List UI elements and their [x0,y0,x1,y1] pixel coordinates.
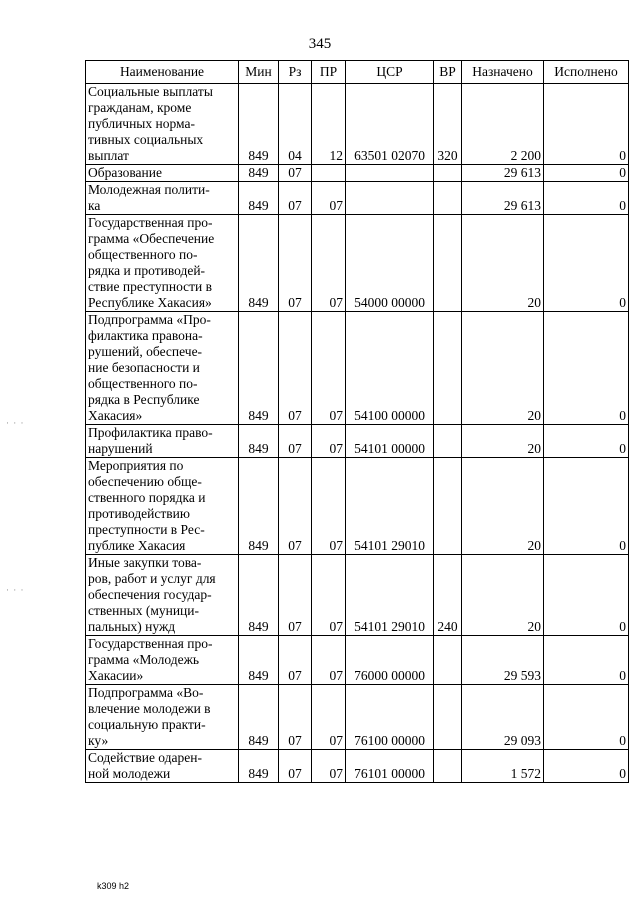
cell-assigned: 29 593 [462,636,544,685]
cell-executed: 0 [544,425,629,458]
table-header [86,61,629,84]
header-assigned: Назначено [462,61,544,84]
cell-name: Содействие одарен- ной молодежи [86,750,239,783]
cell-min: 849 [239,84,279,165]
cell-csr: 54101 29010 [346,458,434,555]
cell-pr: 07 [312,215,346,312]
cell-pr: 07 [312,458,346,555]
cell-vr [434,458,462,555]
cell-vr [434,165,462,182]
table-row [86,458,629,555]
table-row [86,685,629,750]
cell-rz: 07 [279,750,312,783]
table-row [86,750,629,783]
cell-assigned: 20 [462,458,544,555]
cell-min: 849 [239,750,279,783]
cell-min: 849 [239,636,279,685]
table-row [86,182,629,215]
cell-csr: 54101 00000 [346,425,434,458]
cell-rz: 07 [279,182,312,215]
cell-executed: 0 [544,182,629,215]
cell-name: Молодежная полити- ка [86,182,239,215]
cell-assigned: 1 572 [462,750,544,783]
cell-executed: 0 [544,555,629,636]
table-row [86,215,629,312]
cell-executed: 0 [544,84,629,165]
cell-csr [346,182,434,215]
cell-executed: 0 [544,312,629,425]
header-vr: ВР [434,61,462,84]
cell-rz: 07 [279,215,312,312]
cell-csr [346,165,434,182]
cell-pr: 07 [312,750,346,783]
cell-min: 849 [239,165,279,182]
cell-rz: 07 [279,458,312,555]
cell-vr [434,312,462,425]
cell-pr: 12 [312,84,346,165]
cell-name: Иные закупки това- ров, работ и услуг для обеспечения государ- ственных (муници- пальных) нужд [86,555,239,636]
cell-executed: 0 [544,165,629,182]
cell-assigned: 20 [462,215,544,312]
budget-table [85,60,629,783]
header-csr: ЦСР [346,61,434,84]
cell-assigned: 20 [462,425,544,458]
cell-pr: 07 [312,555,346,636]
cell-pr: 07 [312,685,346,750]
cell-rz: 07 [279,165,312,182]
table-row [86,312,629,425]
cell-min: 849 [239,425,279,458]
cell-name: Социальные выплаты гражданам, кроме публичных норма- тивных социальных выплат [86,84,239,165]
table-body [86,84,629,783]
cell-min: 849 [239,215,279,312]
cell-rz: 04 [279,84,312,165]
cell-min: 849 [239,182,279,215]
cell-rz: 07 [279,685,312,750]
scan-mark: · · · [6,418,25,428]
cell-rz: 07 [279,555,312,636]
cell-csr: 54000 00000 [346,215,434,312]
scan-mark: · · · [6,585,25,595]
cell-pr: 07 [312,312,346,425]
cell-name: Государственная про- грамма «Обеспечение общественного по- рядка и противодей- ствие преступности в Республике Хакасия» [86,215,239,312]
cell-name: Профилактика право- нарушений [86,425,239,458]
cell-assigned: 20 [462,555,544,636]
table-row [86,555,629,636]
cell-assigned: 29 093 [462,685,544,750]
table-row [86,636,629,685]
cell-min: 849 [239,555,279,636]
cell-pr: 07 [312,425,346,458]
cell-name: Образование [86,165,239,182]
cell-assigned: 20 [462,312,544,425]
cell-pr: 07 [312,636,346,685]
cell-assigned: 2 200 [462,84,544,165]
cell-min: 849 [239,458,279,555]
cell-assigned: 29 613 [462,182,544,215]
cell-executed: 0 [544,458,629,555]
table-row [86,165,629,182]
cell-csr: 76000 00000 [346,636,434,685]
cell-rz: 07 [279,636,312,685]
header-min: Мин [239,61,279,84]
cell-assigned: 29 613 [462,165,544,182]
table-row [86,425,629,458]
cell-min: 849 [239,312,279,425]
cell-name: Подпрограмма «Про- филактика правона- рушений, обеспече- ние безопасности и общественного по- рядка в Республике Хакасия» [86,312,239,425]
cell-executed: 0 [544,215,629,312]
cell-name: Мероприятия по обеспечению обще- ственного порядка и противодействию преступности в Рес- публике Хакасия [86,458,239,555]
cell-vr [434,750,462,783]
cell-pr: 07 [312,182,346,215]
header-name: Наименование [86,61,239,84]
cell-min: 849 [239,685,279,750]
cell-csr: 54101 29010 [346,555,434,636]
header-pr: ПР [312,61,346,84]
cell-vr [434,215,462,312]
header-rz: Рз [279,61,312,84]
cell-vr [434,685,462,750]
page-number: 345 [308,36,332,52]
cell-executed: 0 [544,750,629,783]
cell-vr: 240 [434,555,462,636]
cell-vr [434,182,462,215]
cell-rz: 07 [279,425,312,458]
cell-executed: 0 [544,685,629,750]
header-executed: Исполнено [544,61,629,84]
cell-vr [434,636,462,685]
cell-csr: 63501 02070 [346,84,434,165]
cell-csr: 76100 00000 [346,685,434,750]
cell-csr: 76101 00000 [346,750,434,783]
cell-pr [312,165,346,182]
footer-code: k309 h2 [97,881,130,891]
cell-name: Государственная про- грамма «Молодежь Хакасии» [86,636,239,685]
cell-name: Подпрограмма «Во- влечение молодежи в социальную практи- ку» [86,685,239,750]
cell-vr: 320 [434,84,462,165]
cell-executed: 0 [544,636,629,685]
cell-rz: 07 [279,312,312,425]
cell-vr [434,425,462,458]
cell-csr: 54100 00000 [346,312,434,425]
table-row [86,84,629,165]
